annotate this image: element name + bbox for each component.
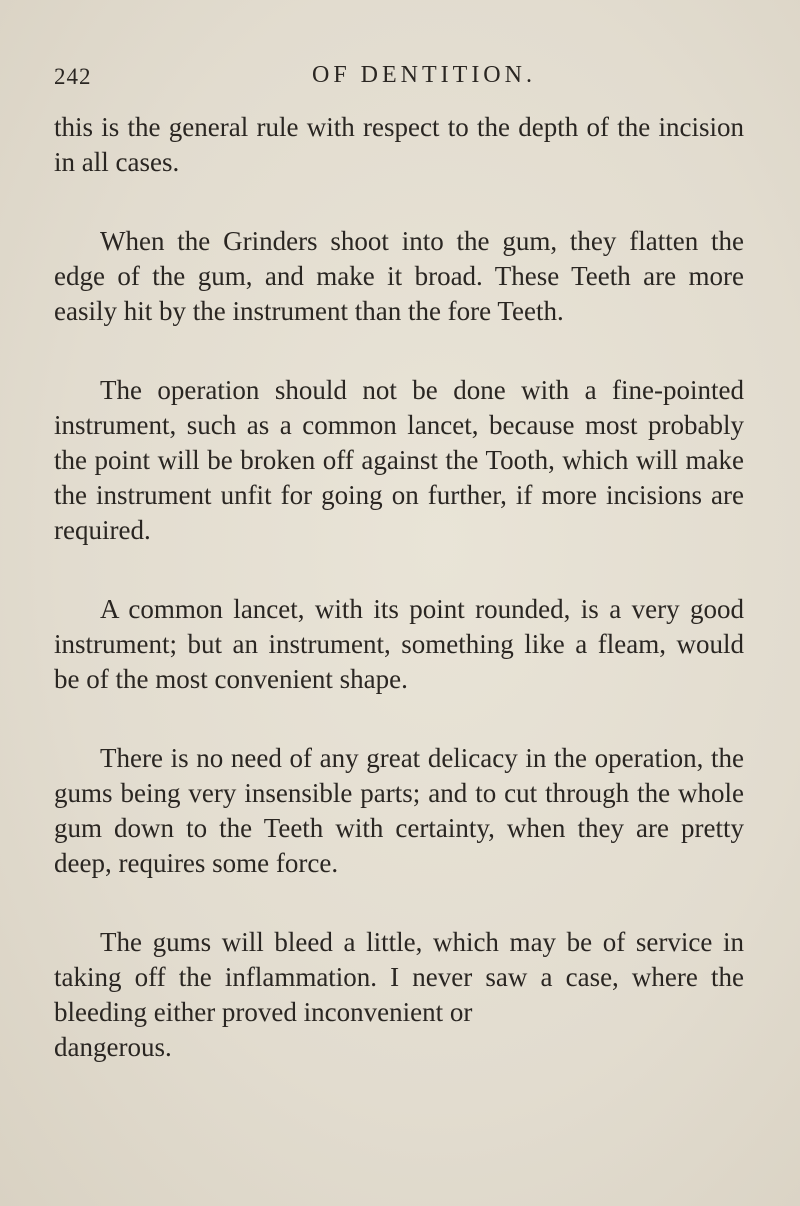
paragraph: There is no need of any great delicacy in the operation, the gums being very insensible parts; and to cut through the whole gum down to the Teeth with certainty, when they are pretty deep, requires some force. bbox=[54, 743, 744, 878]
paragraph: The operation should not be done with a fine-pointed instrument, such as a common lancet, because most probably the point will be broken off against the Tooth, which will make the instrument unfit for going on further, if more incisions are required. bbox=[54, 375, 744, 545]
body-text bbox=[54, 110, 744, 1065]
paragraph bbox=[54, 925, 744, 1065]
paragraph-text: The gums will bleed a little, which may be of service in taking off the inflammation. I never saw a case, where the bleeding either proved inconvenient or bbox=[54, 927, 744, 1027]
page-number: 242 bbox=[54, 64, 92, 89]
paragraph: this is the general rule with respect to the depth of the incision in all cases. bbox=[54, 112, 744, 177]
final-word: dangerous. bbox=[54, 1032, 172, 1062]
paragraph: A common lancet, with its point rounded, is a very good instrument; but an instrument, something like a fleam, would be of the most convenient shape. bbox=[54, 594, 744, 694]
paragraph: When the Grinders shoot into the gum, they flatten the edge of the gum, and make it broad. These Teeth are more easily hit by the instrument than the fore Teeth. bbox=[54, 226, 744, 326]
page-header bbox=[54, 62, 746, 96]
running-head: OF DENTITION. bbox=[312, 62, 536, 88]
